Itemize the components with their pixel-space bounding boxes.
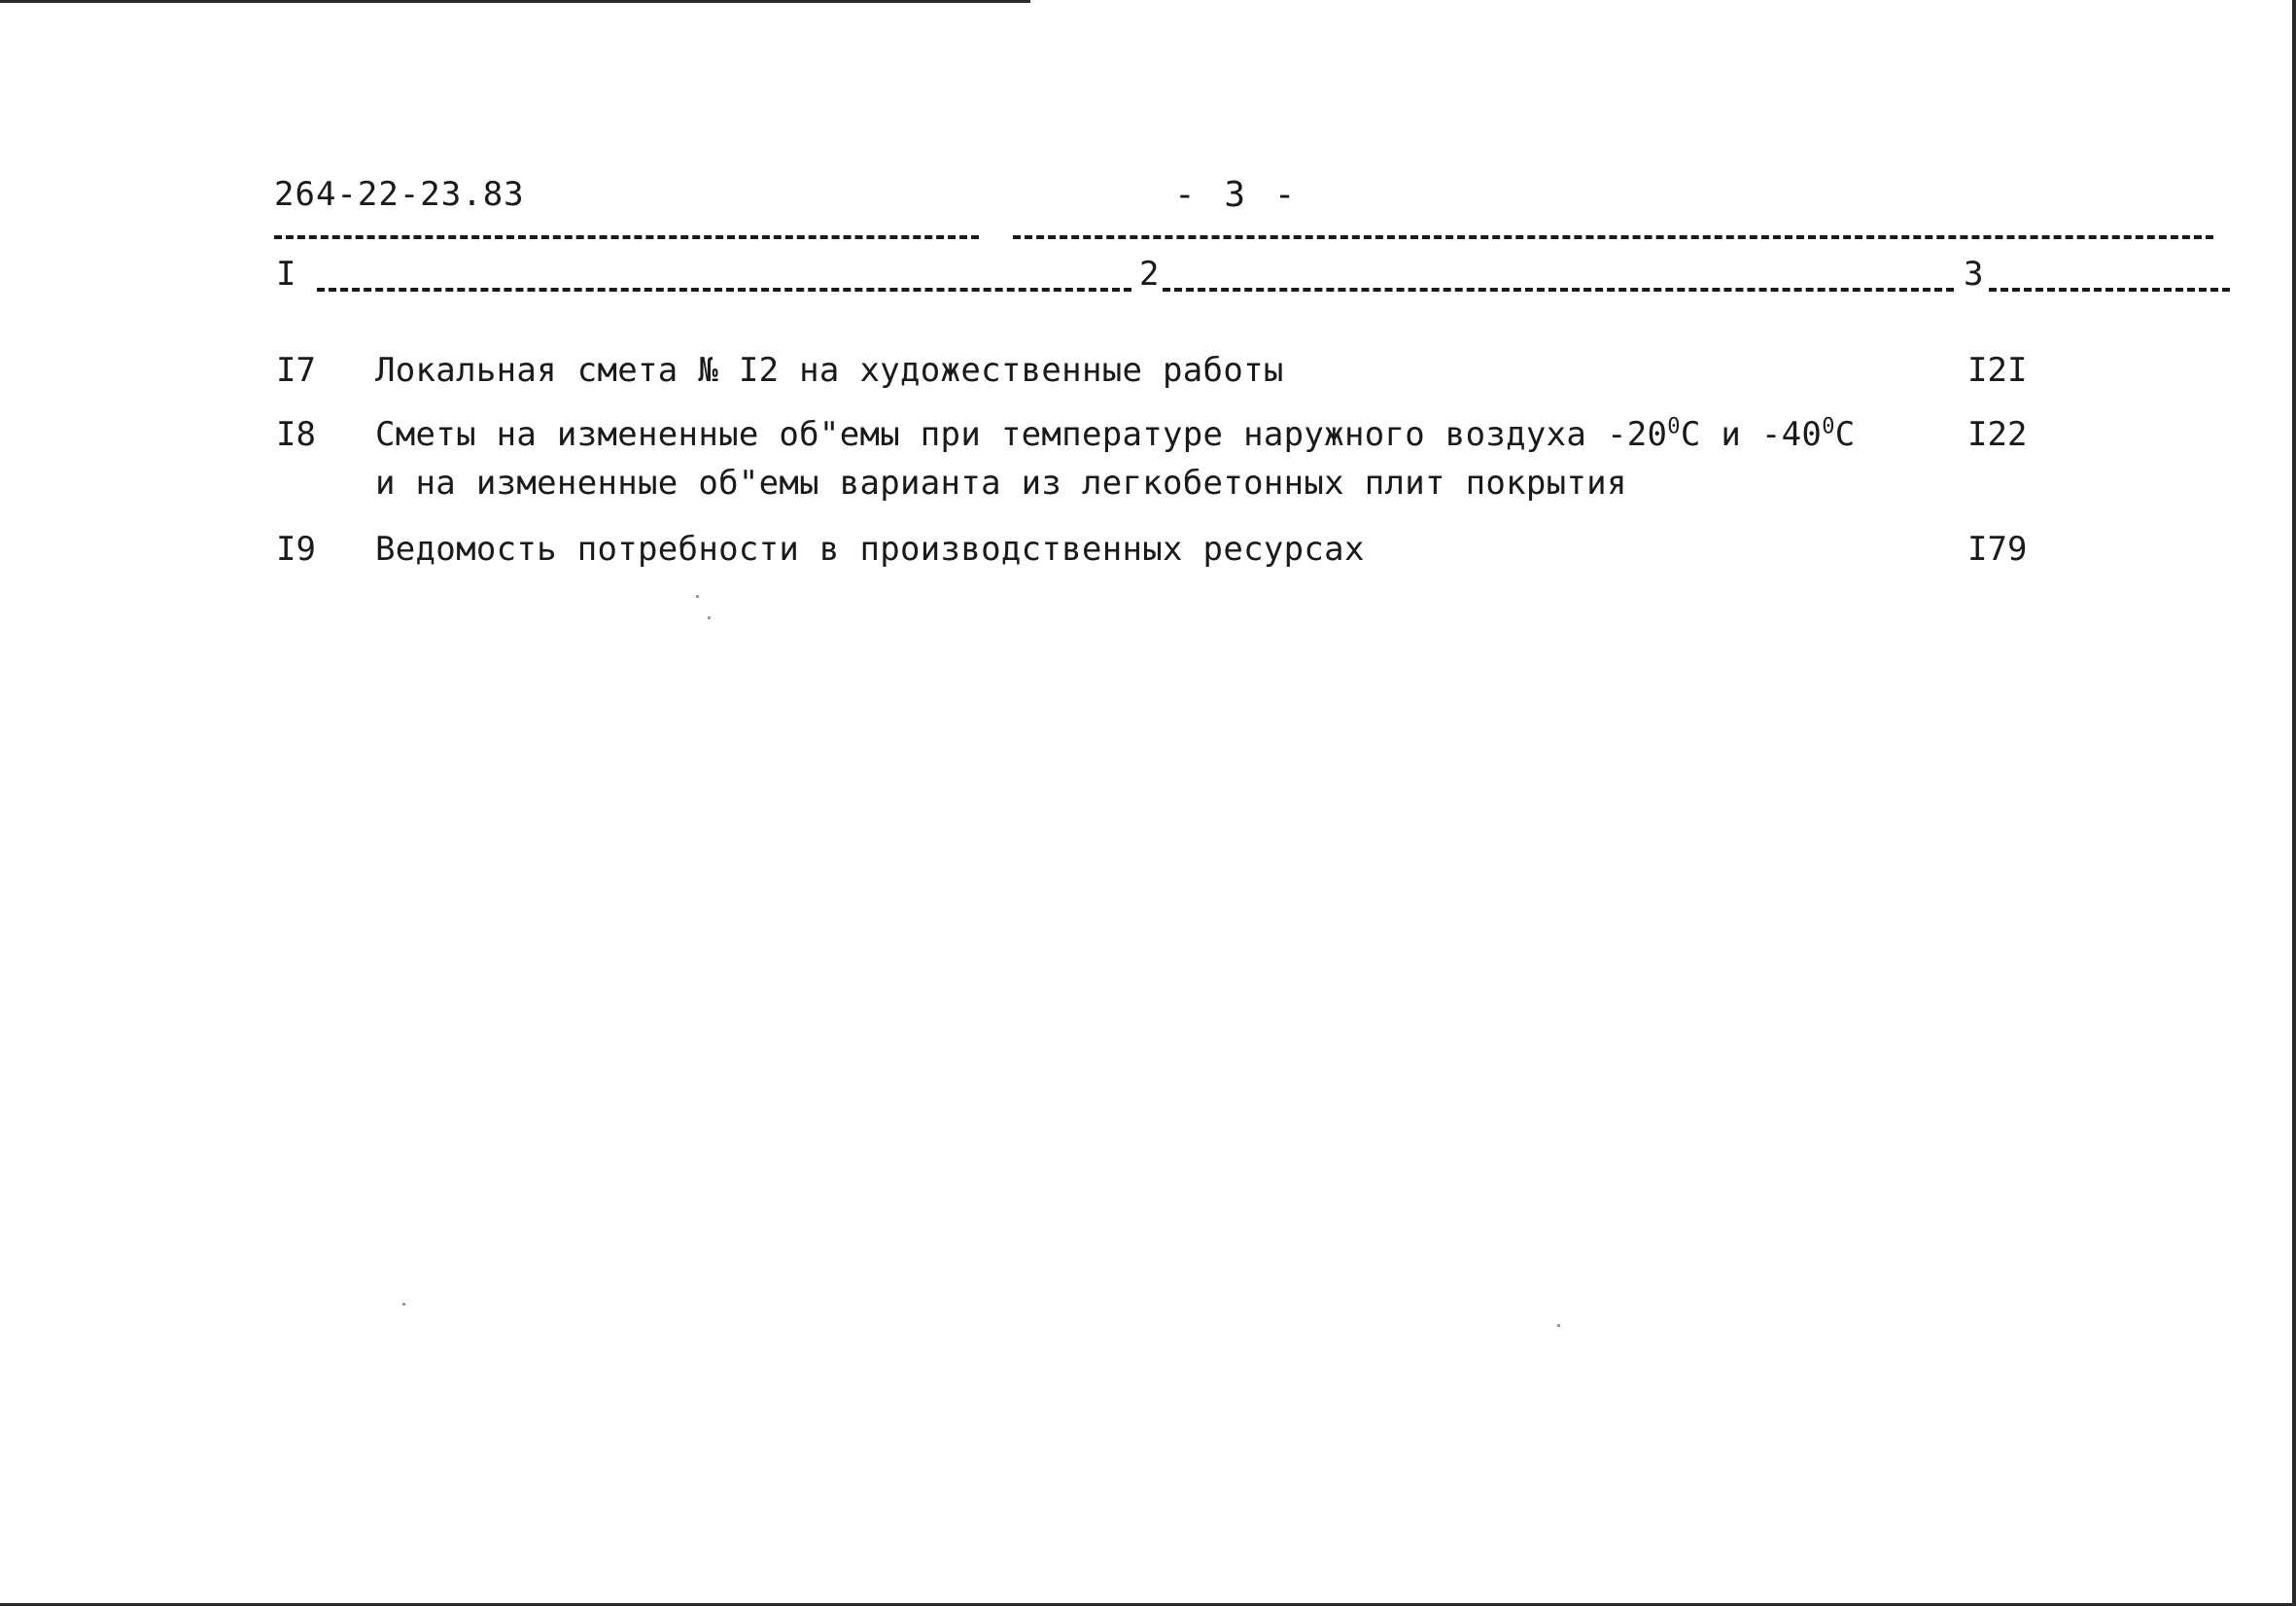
row-number: I8 bbox=[276, 415, 316, 454]
scan-speck bbox=[708, 616, 711, 619]
scan-edge-right bbox=[2292, 0, 2296, 1606]
row-number: I9 bbox=[276, 530, 316, 569]
row-page-ref: I2I bbox=[1967, 351, 2028, 390]
row-description: Локальная смета № I2 на художественные работы bbox=[375, 351, 1284, 390]
column-rule-2 bbox=[1163, 288, 1954, 292]
row-page-ref: I22 bbox=[1967, 415, 2028, 454]
row-text-part: Сметы на измененные об"емы при температуре наружного воздуха -20 bbox=[375, 415, 1668, 454]
header-rule-left bbox=[274, 235, 979, 239]
column-header-1: I bbox=[276, 255, 296, 294]
header-rule-right bbox=[1013, 235, 2213, 239]
row-page-ref: I79 bbox=[1967, 530, 2028, 569]
document-code: 264-22-23.83 bbox=[274, 175, 525, 214]
degree-sup: 0 bbox=[1667, 414, 1681, 439]
row-description: Ведомость потребности в производственных ресурсах bbox=[375, 530, 1365, 569]
column-rule-3 bbox=[1989, 288, 2230, 292]
row-text-part: и на измененные об"емы варианта из легкобетонных плит покрытия bbox=[375, 464, 1627, 503]
row-text-part: С bbox=[1834, 415, 1856, 454]
column-header-3: 3 bbox=[1964, 255, 1984, 294]
scan-speck bbox=[1557, 1324, 1560, 1327]
column-header-2: 2 bbox=[1139, 255, 1160, 294]
scan-speck bbox=[402, 1303, 405, 1306]
page-number: - 3 - bbox=[1174, 175, 1300, 215]
row-text-part: С и -40 bbox=[1680, 415, 1823, 454]
scan-edge-top bbox=[0, 0, 1030, 3]
column-rule-1 bbox=[317, 288, 1131, 292]
degree-sup: 0 bbox=[1822, 414, 1835, 439]
scan-speck bbox=[696, 595, 699, 598]
row-description bbox=[375, 410, 1892, 507]
row-number: I7 bbox=[276, 351, 316, 390]
